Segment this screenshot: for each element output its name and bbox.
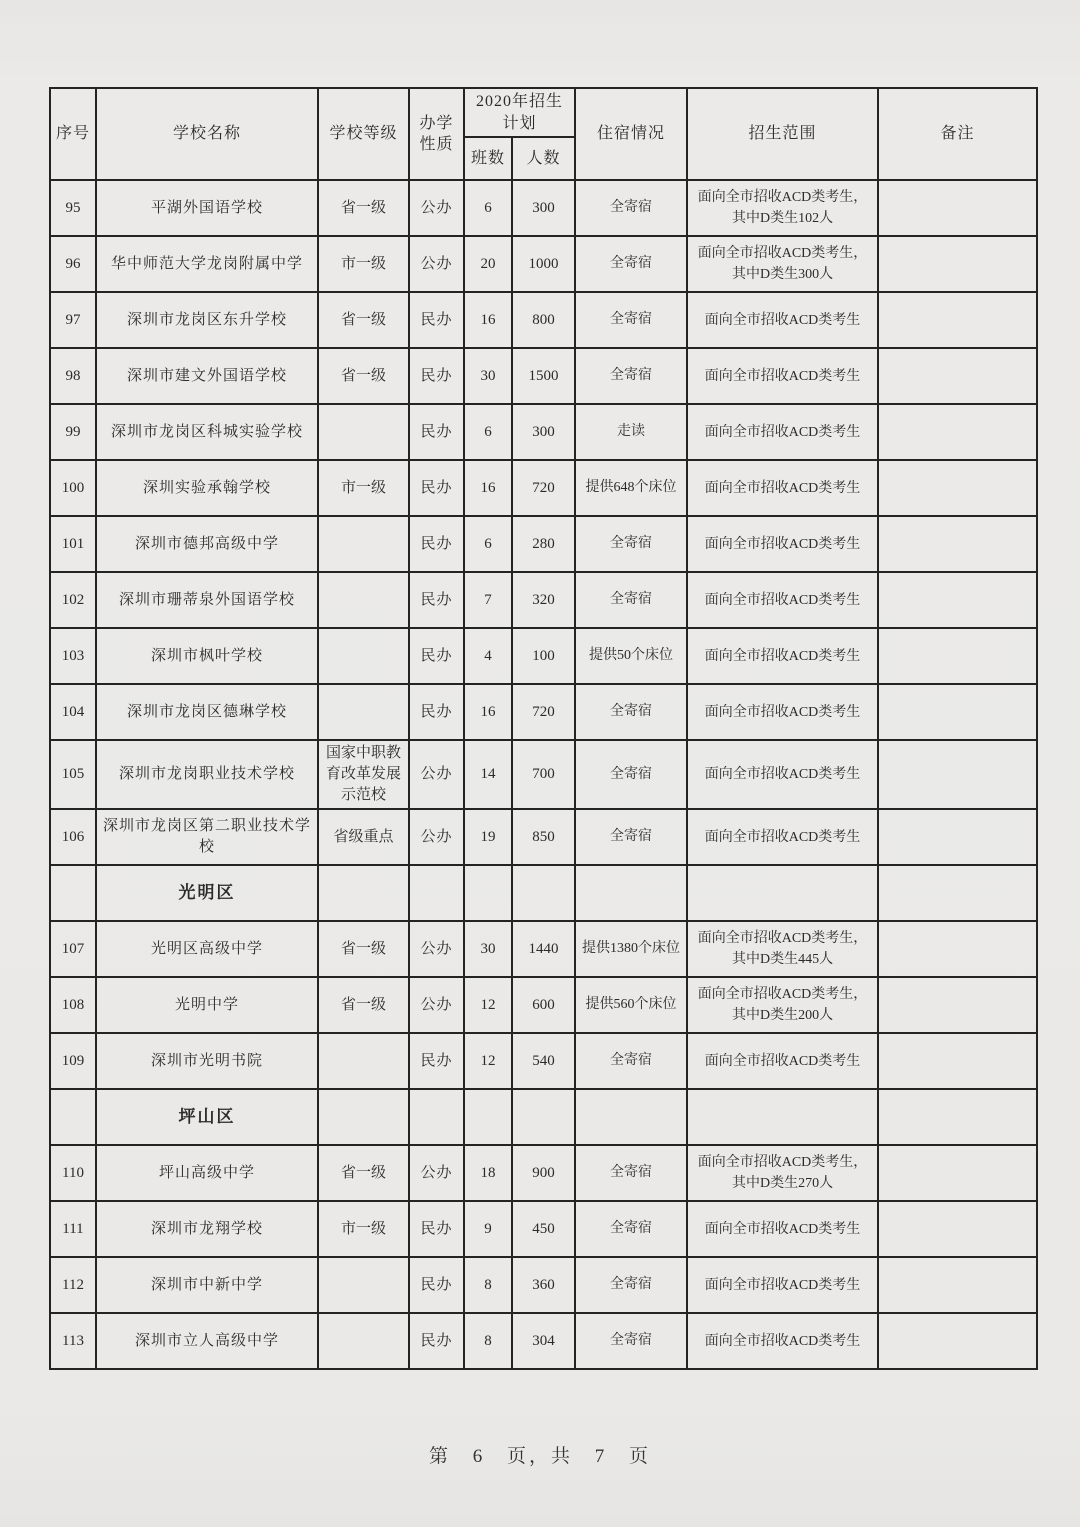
cell-no: 100 [50,460,96,516]
header-grade: 学校等级 [318,88,409,180]
cell-remark [878,572,1037,628]
cell-accommodation: 全寄宿 [575,236,687,292]
cell-nature: 公办 [409,809,464,865]
cell-name: 深圳市德邦高级中学 [96,516,318,572]
cell-no: 108 [50,977,96,1033]
cell-name: 深圳市中新中学 [96,1257,318,1313]
cell-classes [464,865,512,921]
cell-accommodation: 提供560个床位 [575,977,687,1033]
cell-accommodation: 全寄宿 [575,348,687,404]
cell-grade: 国家中职教育改革发展示范校 [318,740,409,809]
cell-no: 101 [50,516,96,572]
cell-classes: 16 [464,460,512,516]
cell-remark [878,740,1037,809]
cell-students: 700 [512,740,575,809]
header-classes: 班数 [464,137,512,180]
cell-grade [318,516,409,572]
header-scope: 招生范围 [687,88,878,180]
cell-remark [878,684,1037,740]
cell-students: 1000 [512,236,575,292]
cell-accommodation: 全寄宿 [575,684,687,740]
cell-grade: 市一级 [318,236,409,292]
table-body [50,180,1037,1369]
cell-grade: 省一级 [318,180,409,236]
cell-classes: 12 [464,977,512,1033]
cell-name: 深圳市枫叶学校 [96,628,318,684]
cell-nature: 民办 [409,628,464,684]
cell-no: 95 [50,180,96,236]
cell-scope: 面向全市招收ACD类考生 [687,740,878,809]
cell-nature: 民办 [409,1033,464,1089]
table-row [50,180,1037,236]
cell-classes: 7 [464,572,512,628]
cell-grade [318,684,409,740]
cell-scope: 面向全市招收ACD类考生 [687,404,878,460]
cell-students: 850 [512,809,575,865]
cell-grade [318,1089,409,1145]
cell-remark [878,404,1037,460]
cell-nature: 公办 [409,1145,464,1201]
cell-grade: 省一级 [318,921,409,977]
cell-remark [878,1033,1037,1089]
table-row [50,572,1037,628]
cell-students: 280 [512,516,575,572]
cell-students: 1440 [512,921,575,977]
cell-nature: 民办 [409,684,464,740]
cell-students: 720 [512,460,575,516]
cell-students [512,1089,575,1145]
cell-grade: 省一级 [318,1145,409,1201]
cell-grade: 省级重点 [318,809,409,865]
cell-accommodation: 全寄宿 [575,180,687,236]
cell-remark [878,809,1037,865]
cell-grade: 省一级 [318,348,409,404]
cell-classes: 20 [464,236,512,292]
table-row [50,1313,1037,1369]
cell-students [512,865,575,921]
cell-remark [878,348,1037,404]
cell-remark [878,1313,1037,1369]
cell-name: 深圳市龙岗区德琳学校 [96,684,318,740]
cell-scope: 面向全市招收ACD类考生，其中D类生102人 [687,180,878,236]
cell-nature: 民办 [409,404,464,460]
cell-nature [409,1089,464,1145]
cell-students: 540 [512,1033,575,1089]
page-footer: 第 6 页，共 7 页 [428,1446,651,1467]
cell-scope: 面向全市招收ACD类考生 [687,809,878,865]
cell-students: 100 [512,628,575,684]
cell-grade [318,628,409,684]
cell-accommodation: 提供648个床位 [575,460,687,516]
section-title: 光明区 [96,865,318,921]
cell-remark [878,977,1037,1033]
cell-scope: 面向全市招收ACD类考生 [687,1257,878,1313]
header-nature: 办学性质 [409,88,464,180]
cell-no: 107 [50,921,96,977]
cell-no: 97 [50,292,96,348]
section-row [50,1089,1037,1145]
cell-accommodation: 全寄宿 [575,1257,687,1313]
cell-scope: 面向全市招收ACD类考生，其中D类生270人 [687,1145,878,1201]
cell-no: 110 [50,1145,96,1201]
cell-students: 720 [512,684,575,740]
table-row [50,921,1037,977]
cell-remark [878,180,1037,236]
cell-accommodation: 全寄宿 [575,1033,687,1089]
cell-classes: 19 [464,809,512,865]
table-row [50,516,1037,572]
cell-grade [318,1033,409,1089]
header-accommodation: 住宿情况 [575,88,687,180]
cell-remark [878,921,1037,977]
cell-accommodation: 走读 [575,404,687,460]
cell-remark [878,1257,1037,1313]
header-no: 序号 [50,88,96,180]
cell-name: 深圳市龙岗职业技术学校 [96,740,318,809]
cell-accommodation: 全寄宿 [575,809,687,865]
cell-scope: 面向全市招收ACD类考生，其中D类生445人 [687,921,878,977]
table-row [50,236,1037,292]
table-row [50,684,1037,740]
cell-accommodation: 全寄宿 [575,740,687,809]
cell-accommodation: 全寄宿 [575,1313,687,1369]
cell-scope: 面向全市招收ACD类考生 [687,572,878,628]
cell-grade: 市一级 [318,460,409,516]
cell-classes [464,1089,512,1145]
cell-name: 深圳市龙岗区第二职业技术学校 [96,809,318,865]
cell-nature: 公办 [409,921,464,977]
cell-classes: 16 [464,684,512,740]
cell-grade [318,572,409,628]
cell-scope: 面向全市招收ACD类考生 [687,292,878,348]
cell-classes: 4 [464,628,512,684]
cell-classes: 14 [464,740,512,809]
table-row [50,1201,1037,1257]
cell-nature: 民办 [409,516,464,572]
cell-name: 华中师范大学龙岗附属中学 [96,236,318,292]
cell-no: 111 [50,1201,96,1257]
cell-no: 99 [50,404,96,460]
cell-classes: 6 [464,404,512,460]
cell-no: 98 [50,348,96,404]
cell-name: 深圳市龙岗区科城实验学校 [96,404,318,460]
cell-accommodation: 全寄宿 [575,292,687,348]
cell-students: 600 [512,977,575,1033]
cell-grade [318,404,409,460]
cell-name: 深圳市珊蒂泉外国语学校 [96,572,318,628]
cell-accommodation: 全寄宿 [575,1145,687,1201]
cell-no: 113 [50,1313,96,1369]
cell-name: 深圳市立人高级中学 [96,1313,318,1369]
cell-scope: 面向全市招收ACD类考生 [687,1313,878,1369]
table-row [50,1257,1037,1313]
table-row [50,460,1037,516]
cell-nature: 公办 [409,740,464,809]
cell-nature: 公办 [409,236,464,292]
cell-remark [878,516,1037,572]
cell-no [50,1089,96,1145]
cell-nature: 民办 [409,1313,464,1369]
cell-accommodation: 全寄宿 [575,1201,687,1257]
cell-remark [878,236,1037,292]
header-remark: 备注 [878,88,1037,180]
table-row [50,809,1037,865]
cell-scope: 面向全市招收ACD类考生 [687,1201,878,1257]
cell-name: 坪山高级中学 [96,1145,318,1201]
cell-remark [878,628,1037,684]
cell-scope [687,865,878,921]
table-row [50,977,1037,1033]
cell-no: 105 [50,740,96,809]
cell-accommodation [575,1089,687,1145]
cell-scope: 面向全市招收ACD类考生 [687,628,878,684]
cell-remark [878,1089,1037,1145]
cell-classes: 30 [464,921,512,977]
cell-students: 360 [512,1257,575,1313]
cell-scope: 面向全市招收ACD类考生，其中D类生300人 [687,236,878,292]
cell-grade [318,1313,409,1369]
cell-no: 106 [50,809,96,865]
cell-nature: 公办 [409,180,464,236]
cell-no: 103 [50,628,96,684]
cell-no [50,865,96,921]
cell-name: 平湖外国语学校 [96,180,318,236]
cell-classes: 12 [464,1033,512,1089]
header-students: 人数 [512,137,575,180]
cell-name: 深圳实验承翰学校 [96,460,318,516]
cell-students: 450 [512,1201,575,1257]
cell-scope: 面向全市招收ACD类考生 [687,516,878,572]
cell-scope: 面向全市招收ACD类考生 [687,460,878,516]
cell-name: 深圳市龙岗区东升学校 [96,292,318,348]
cell-nature: 民办 [409,460,464,516]
cell-students: 320 [512,572,575,628]
section-title: 坪山区 [96,1089,318,1145]
cell-scope [687,1089,878,1145]
cell-accommodation: 提供1380个床位 [575,921,687,977]
cell-nature: 民办 [409,1201,464,1257]
cell-grade [318,1257,409,1313]
cell-name: 光明中学 [96,977,318,1033]
cell-classes: 8 [464,1257,512,1313]
cell-nature: 民办 [409,572,464,628]
cell-remark [878,865,1037,921]
table-header [50,88,1037,180]
cell-students: 900 [512,1145,575,1201]
cell-accommodation: 提供50个床位 [575,628,687,684]
table-row [50,292,1037,348]
cell-remark [878,1201,1037,1257]
cell-classes: 6 [464,516,512,572]
cell-nature: 民办 [409,292,464,348]
cell-no: 96 [50,236,96,292]
cell-grade [318,865,409,921]
cell-accommodation: 全寄宿 [575,572,687,628]
cell-scope: 面向全市招收ACD类考生，其中D类生200人 [687,977,878,1033]
cell-classes: 30 [464,348,512,404]
cell-scope: 面向全市招收ACD类考生 [687,1033,878,1089]
table-row [50,1033,1037,1089]
cell-nature: 民办 [409,1257,464,1313]
cell-classes: 6 [464,180,512,236]
enrollment-table [49,87,1038,1370]
cell-no: 109 [50,1033,96,1089]
cell-grade: 省一级 [318,977,409,1033]
table-row [50,740,1037,809]
cell-name: 光明区高级中学 [96,921,318,977]
cell-students: 304 [512,1313,575,1369]
cell-accommodation [575,865,687,921]
cell-no: 102 [50,572,96,628]
table-row [50,348,1037,404]
cell-accommodation: 全寄宿 [575,516,687,572]
cell-students: 300 [512,404,575,460]
cell-no: 104 [50,684,96,740]
cell-remark [878,292,1037,348]
cell-classes: 8 [464,1313,512,1369]
header-plan: 2020年招生计划 [464,88,575,137]
table-row [50,628,1037,684]
cell-name: 深圳市光明书院 [96,1033,318,1089]
cell-classes: 16 [464,292,512,348]
table-row [50,404,1037,460]
cell-grade: 市一级 [318,1201,409,1257]
cell-students: 800 [512,292,575,348]
header-name: 学校名称 [96,88,318,180]
cell-students: 300 [512,180,575,236]
cell-scope: 面向全市招收ACD类考生 [687,684,878,740]
cell-remark [878,1145,1037,1201]
cell-grade: 省一级 [318,292,409,348]
cell-name: 深圳市龙翔学校 [96,1201,318,1257]
cell-students: 1500 [512,348,575,404]
section-row [50,865,1037,921]
cell-nature: 公办 [409,977,464,1033]
table-row [50,1145,1037,1201]
cell-scope: 面向全市招收ACD类考生 [687,348,878,404]
cell-no: 112 [50,1257,96,1313]
cell-classes: 9 [464,1201,512,1257]
cell-nature: 民办 [409,348,464,404]
cell-name: 深圳市建文外国语学校 [96,348,318,404]
cell-classes: 18 [464,1145,512,1201]
cell-remark [878,460,1037,516]
cell-nature [409,865,464,921]
